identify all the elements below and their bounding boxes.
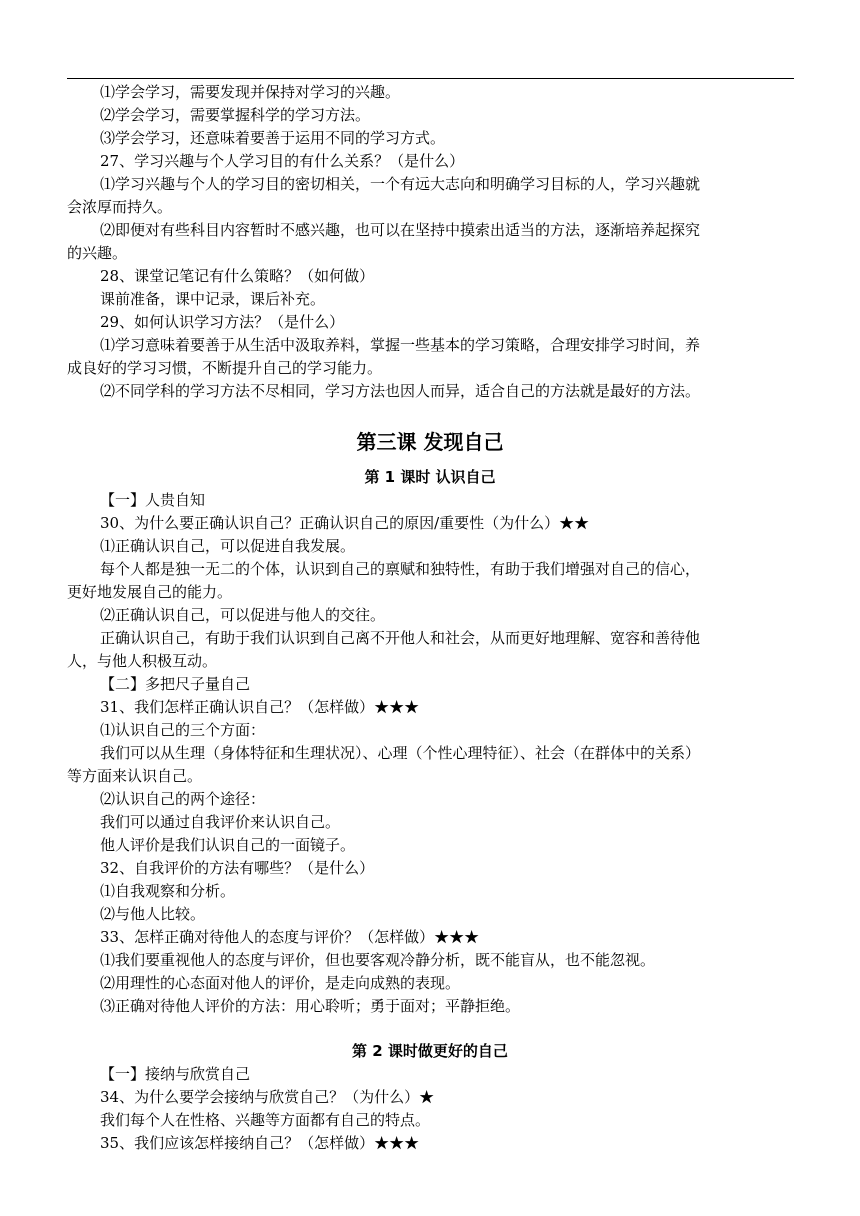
question-line: 34、为什么要学会接纳与欣赏自己？（为什么）★: [100, 1088, 435, 1106]
text-line: 我们可以通过自我评价来认识自己。: [100, 813, 341, 831]
period-heading: 第 2 课时做更好的自己: [352, 1042, 508, 1060]
section-heading: 【一】接纳与欣赏自己: [100, 1065, 251, 1083]
text-line: ⑵用理性的心态面对他人的评价，是走向成熟的表现。: [100, 974, 461, 992]
text-line: ⑴学习意味着要善于从生活中汲取养料，掌握一些基本的学习策略，合理安排学习时间，养: [100, 336, 701, 354]
text-line: 他人评价是我们认识自己的一面镜子。: [100, 836, 356, 854]
text-line: ⑶学会学习，还意味着要善于运用不同的学习方式。: [100, 129, 446, 147]
question-line: 27、学习兴趣与个人学习目的有什么关系？（是什么）: [100, 152, 465, 170]
text-line: 课前准备，课中记录，课后补充。: [100, 290, 326, 308]
section-heading: 【一】人贵自知: [100, 491, 206, 509]
text-line: ⑵认识自己的两个途径：: [100, 790, 266, 808]
text-line: 我们可以从生理（身体特征和生理状况）、心理（个性心理特征）、社会（在群体中的关系）: [100, 744, 701, 762]
text-line: ⑴我们要重视他人的态度与评价，但也要客观冷静分析，既不能盲从，也不能忽视。: [100, 951, 656, 969]
text-line: 会浓厚而持久。: [67, 198, 173, 216]
text-line: 正确认识自己，有助于我们认识到自己离不开他人和社会，从而更好地理解、宽容和善待他: [100, 629, 701, 647]
text-line: ⑵不同学科的学习方法不尽相同，学习方法也因人而异，适合自己的方法就是最好的方法。: [100, 382, 701, 400]
text-line: ⑵即便对有些科目内容暂时不感兴趣，也可以在坚持中摸索出适当的方法，逐渐培养起探究: [100, 221, 701, 239]
text-line: 成良好的学习习惯，不断提升自己的学习能力。: [67, 359, 383, 377]
text-line: ⑵学会学习，需要掌握科学的学习方法。: [100, 106, 371, 124]
text-line: ⑴学会学习，需要发现并保持对学习的兴趣。: [100, 83, 401, 101]
question-line: 31、我们怎样正确认识自己？（怎样做）★★★: [100, 698, 420, 716]
text-line: ⑶正确对待他人评价的方法：用心聆听；勇于面对；平静拒绝。: [100, 997, 521, 1015]
question-line: 33、怎样正确对待他人的态度与评价？（怎样做）★★★: [100, 928, 480, 946]
question-line: 30、为什么要正确认识自己？正确认识自己的原因/重要性（为什么）★★: [100, 514, 590, 532]
question-line: 35、我们应该怎样接纳自己？（怎样做）★★★: [100, 1134, 420, 1152]
text-line: 等方面来认识自己。: [67, 767, 203, 785]
text-line: ⑴认识自己的三个方面：: [100, 721, 266, 739]
lesson-heading: 第三课 发现自己: [356, 430, 504, 454]
text-line: 每个人都是独一无二的个体，认识到自己的禀赋和独特性，有助于我们增强对自己的信心，: [100, 560, 701, 578]
text-line: 我们每个人在性格、兴趣等方面都有自己的特点。: [100, 1111, 431, 1129]
question-line: 28、课堂记笔记有什么策略？（如何做）: [100, 267, 375, 285]
text-line: ⑵与他人比较。: [100, 905, 206, 923]
text-line: ⑴正确认识自己，可以促进自我发展。: [100, 537, 356, 555]
text-line: 更好地发展自己的能力。: [67, 583, 233, 601]
question-line: 32、自我评价的方法有哪些？（是什么）: [100, 859, 375, 877]
text-line: 的兴趣。: [67, 244, 128, 262]
section-heading: 【二】多把尺子量自己: [100, 675, 251, 693]
question-line: 29、如何认识学习方法？（是什么）: [100, 313, 345, 331]
period-heading: 第 1 课时 认识自己: [364, 468, 496, 486]
text-line: ⑴自我观察和分析。: [100, 882, 236, 900]
text-line: ⑵正确认识自己，可以促进与他人的交往。: [100, 606, 386, 624]
header-rule: [67, 78, 794, 79]
text-line: 人，与他人积极互动。: [67, 652, 218, 670]
text-line: ⑴学习兴趣与个人的学习目的密切相关，一个有远大志向和明确学习目标的人，学习兴趣就: [100, 175, 701, 193]
